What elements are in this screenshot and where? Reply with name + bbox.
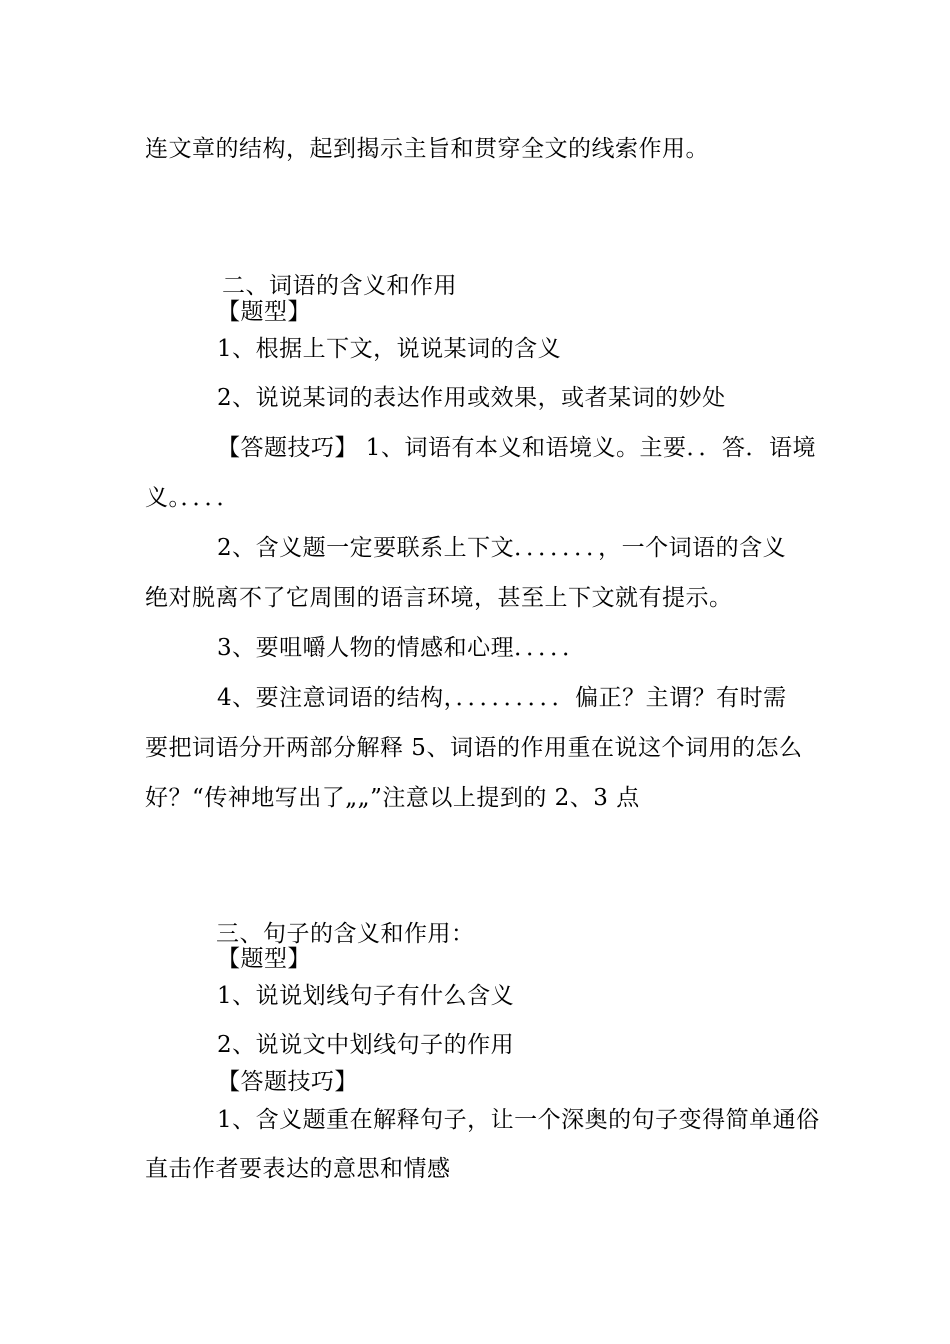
section3-question-1: 1、说说划线句子有什么含义 bbox=[217, 983, 515, 1009]
section2-heading: 二、词语的含义和作用 bbox=[222, 273, 457, 299]
section2-tip4-line-2: 要把词语分开两部分解释 5、词语的作用重在说这个词用的怎么 bbox=[145, 735, 803, 761]
section3-question-2: 2、说说文中划线句子的作用 bbox=[217, 1032, 515, 1058]
section1-tail-text: 连文章的结构，起到揭示主旨和贯穿全文的线索作用。 bbox=[145, 136, 709, 162]
section3-tip1-line-2: 直击作者要表达的意思和情感 bbox=[145, 1156, 451, 1182]
section2-type-label: 【题型】 bbox=[217, 299, 311, 325]
section2-tips-line-2: 义。．．．． bbox=[145, 485, 240, 511]
section3-tips-label: 【答题技巧】 bbox=[217, 1069, 358, 1095]
section2-question-1: 1、根据上下文，说说某词的含义 bbox=[217, 336, 562, 362]
section2-tip4-line-3: 好？“传神地写出了„„”注意以上提到的 2、3 点 bbox=[145, 785, 640, 811]
section3-type-label: 【题型】 bbox=[217, 946, 311, 972]
section2-tip2-line-2: 绝对脱离不了它周围的语言环境，甚至上下文就有提示。 bbox=[145, 585, 733, 611]
section3-tip1-line-1: 1、含义题重在解释句子，让一个深奥的句子变得简单通俗 bbox=[217, 1107, 820, 1133]
section3-heading: 三、句子的含义和作用： bbox=[216, 921, 475, 947]
section2-question-2: 2、说说某词的表达作用或效果，或者某词的妙处 bbox=[217, 385, 726, 411]
section2-tips-line-1: 【答题技巧】 1、词语有本义和语境义。主要．．答．语境 bbox=[217, 435, 816, 461]
section2-tip3: 3、要咀嚼人物的情感和心理．．．．． bbox=[217, 635, 586, 661]
section2-tip4-line-1: 4、要注意词语的结构，．．．．．．．．．偏正？主谓？有时需 bbox=[217, 685, 787, 711]
section2-tip2-line-1: 2、含义题一定要联系上下文．．．．．．．，一个词语的含义 bbox=[217, 535, 787, 561]
